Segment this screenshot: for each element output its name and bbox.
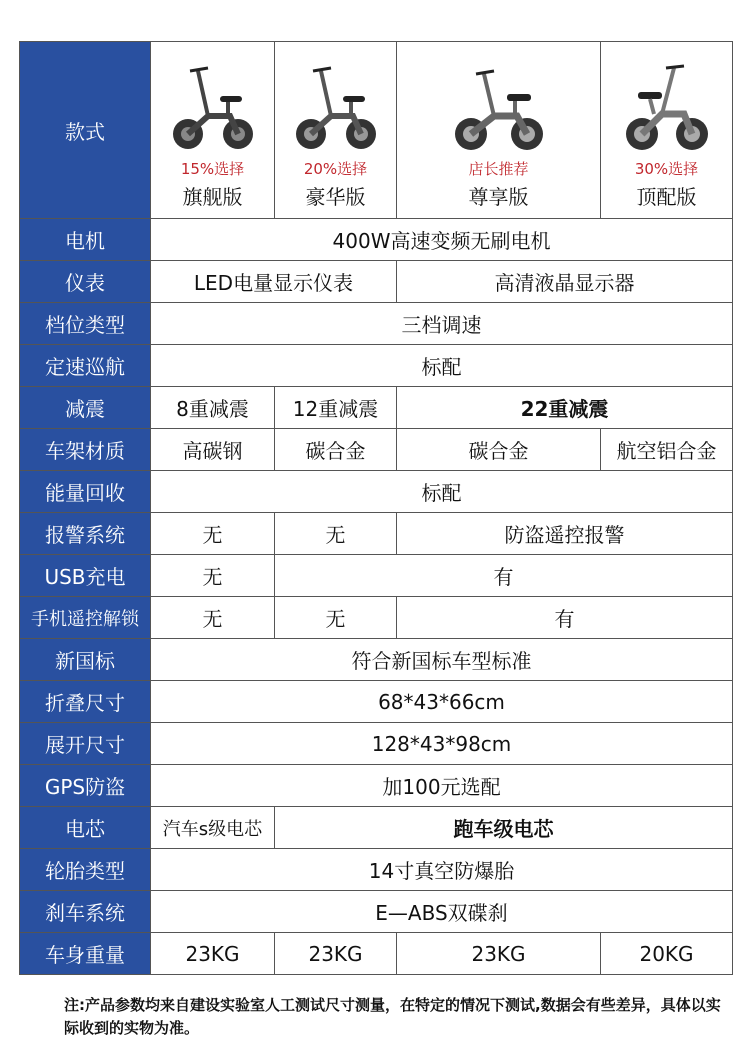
model-tag: 20%选择 (303, 160, 368, 178)
cell-cruise: 标配 (151, 345, 733, 387)
cell-usb-2: 有 (275, 555, 733, 597)
row-frame (20, 429, 733, 471)
model-name: 顶配版 (636, 185, 697, 209)
row-folded (20, 681, 733, 723)
cell-gear: 三档调速 (151, 303, 733, 345)
cell-usb-1: 无 (151, 555, 275, 597)
cell-alarm-1: 无 (151, 513, 275, 555)
folding-ebike-image (449, 56, 549, 156)
cell-battery-2: 跑车级电芯 (275, 807, 733, 849)
row-alarm (20, 513, 733, 555)
cell-frame-2: 碳合金 (275, 429, 397, 471)
row-label-weight: 车身重量 (20, 933, 151, 975)
folding-ebike-image (291, 56, 381, 156)
row-label-shock: 减震 (20, 387, 151, 429)
cell-battery-1: 汽车s级电芯 (151, 807, 275, 849)
row-label-brake: 刹车系统 (20, 891, 151, 933)
model-name: 旗舰版 (182, 185, 243, 209)
cell-brake: E—ABS双碟刹 (151, 891, 733, 933)
row-label-battery: 电芯 (20, 807, 151, 849)
row-label-tire: 轮胎类型 (20, 849, 151, 891)
row-label-regen: 能量回收 (20, 471, 151, 513)
model-tag: 店长推荐 (468, 160, 529, 178)
cell-weight-2: 23KG (275, 933, 397, 975)
row-weight (20, 933, 733, 975)
spec-comparison-table (19, 41, 733, 975)
folding-ebike-image (622, 56, 712, 156)
row-regen (20, 471, 733, 513)
model-tag: 15%选择 (180, 160, 245, 178)
model-premium (397, 42, 601, 219)
model-top (601, 42, 733, 219)
row-label-cruise: 定速巡航 (20, 345, 151, 387)
cell-phone-2: 无 (275, 597, 397, 639)
row-label-phone-unlock: 手机遥控解锁 (20, 597, 151, 639)
row-label-folded: 折叠尺寸 (20, 681, 151, 723)
model-flagship (151, 42, 275, 219)
cell-shock-2: 12重减震 (275, 387, 397, 429)
row-label-meter: 仪表 (20, 261, 151, 303)
folding-ebike-image (168, 56, 258, 156)
row-label-alarm: 报警系统 (20, 513, 151, 555)
row-brake (20, 891, 733, 933)
disclaimer-note: 注:产品参数均来自建设实验室人工测试尺寸测量，在特定的情况下测试,数据会有些差异，具体以实际收到的实物为准。 (64, 996, 721, 1037)
cell-meter-b: 高清液晶显示器 (397, 261, 733, 303)
row-battery (20, 807, 733, 849)
model-name: 豪华版 (305, 185, 366, 209)
cell-tire: 14寸真空防爆胎 (151, 849, 733, 891)
model-deluxe (275, 42, 397, 219)
cell-folded: 68*43*66cm (151, 681, 733, 723)
cell-alarm-2: 无 (275, 513, 397, 555)
row-label-style: 款式 (20, 42, 151, 219)
row-usb (20, 555, 733, 597)
row-gps (20, 765, 733, 807)
cell-shock-3: 22重减震 (397, 387, 733, 429)
row-label-gear: 档位类型 (20, 303, 151, 345)
row-label-frame: 车架材质 (20, 429, 151, 471)
row-phone-unlock (20, 597, 733, 639)
row-unfolded (20, 723, 733, 765)
row-standard (20, 639, 733, 681)
cell-alarm-3: 防盗遥控报警 (397, 513, 733, 555)
row-label-usb: USB充电 (20, 555, 151, 597)
row-cruise (20, 345, 733, 387)
cell-frame-3: 碳合金 (397, 429, 601, 471)
row-tire (20, 849, 733, 891)
cell-shock-1: 8重减震 (151, 387, 275, 429)
row-meter (20, 261, 733, 303)
row-gear (20, 303, 733, 345)
row-label-unfolded: 展开尺寸 (20, 723, 151, 765)
row-label-standard: 新国标 (20, 639, 151, 681)
cell-phone-1: 无 (151, 597, 275, 639)
cell-frame-1: 高碳钢 (151, 429, 275, 471)
cell-frame-4: 航空铝合金 (601, 429, 733, 471)
cell-weight-4: 20KG (601, 933, 733, 975)
row-label-gps: GPS防盗 (20, 765, 151, 807)
cell-meter-a: LED电量显示仪表 (151, 261, 397, 303)
cell-unfolded: 128*43*98cm (151, 723, 733, 765)
cell-regen: 标配 (151, 471, 733, 513)
model-tag: 30%选择 (634, 160, 699, 178)
cell-weight-3: 23KG (397, 933, 601, 975)
cell-standard: 符合新国标车型标准 (151, 639, 733, 681)
row-shock (20, 387, 733, 429)
row-motor (20, 219, 733, 261)
cell-phone-3: 有 (397, 597, 733, 639)
cell-motor: 400W高速变频无刷电机 (151, 219, 733, 261)
row-style (20, 42, 733, 219)
model-name: 尊享版 (468, 185, 529, 209)
row-label-motor: 电机 (20, 219, 151, 261)
cell-weight-1: 23KG (151, 933, 275, 975)
cell-gps: 加100元选配 (151, 765, 733, 807)
